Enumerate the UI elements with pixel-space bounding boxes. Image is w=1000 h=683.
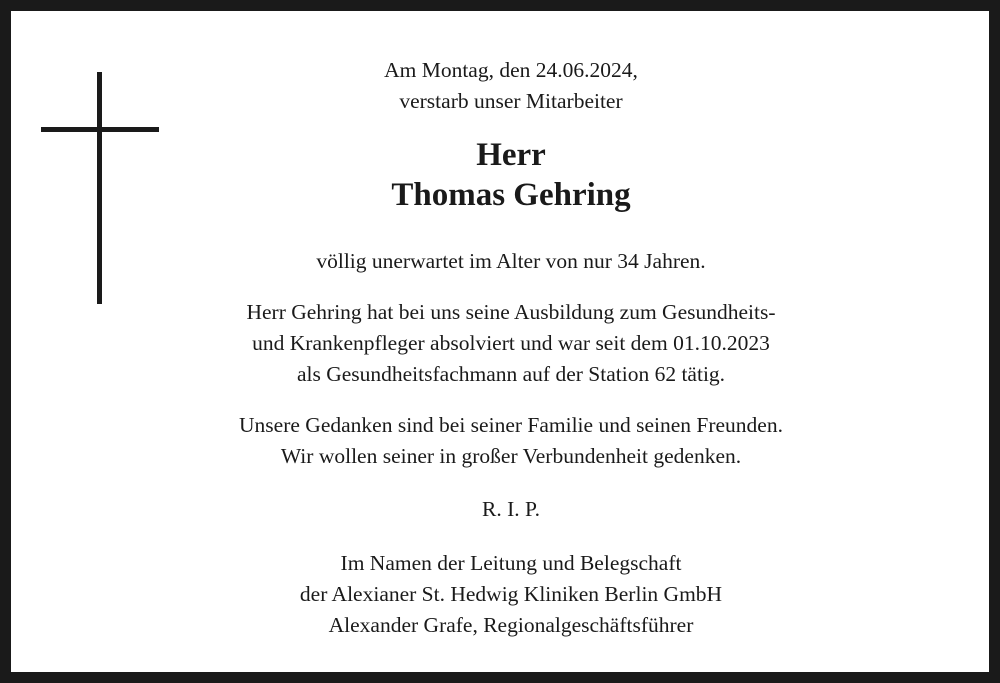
signature-line-2: der Alexianer St. Hedwig Kliniken Berlin GmbH [299,582,723,606]
career-line-3: als Gesundheitsfachmann auf der Station 62 tätig. [296,362,726,386]
intro-block [11,55,1000,117]
intro-announcement-line: verstarb unser Mitarbeiter [399,89,623,113]
deceased-name: Thomas Gehring [391,177,631,213]
career-line-1: Herr Gehring hat bei uns seine Ausbildung zum Gesundheits- [246,300,776,324]
signature-line-1: Im Namen der Leitung und Belegschaft [340,551,682,575]
rip-line: R. I. P. [482,497,540,521]
age-line: völlig unerwartet im Alter von nur 34 Jahren. [316,249,706,273]
intro-date-line: Am Montag, den 24.06.2024, [384,58,638,82]
career-line-2: und Krankenpfleger absolviert und war seit dem 01.10.2023 [252,331,770,355]
career-block [11,297,1000,390]
condolence-line-1: Unsere Gedanken sind bei seiner Familie und seinen Freunden. [239,413,783,437]
signature-block [11,548,1000,641]
cross-horizontal-bar [41,127,159,132]
condolence-block [11,410,1000,472]
signature-line-3: Alexander Grafe, Regionalgeschäftsführer [328,613,694,637]
condolence-line-2: Wir wollen seiner in großer Verbundenheit gedenken. [280,444,742,468]
deceased-salutation: Herr [476,137,546,173]
deceased-name-block [11,135,1000,215]
